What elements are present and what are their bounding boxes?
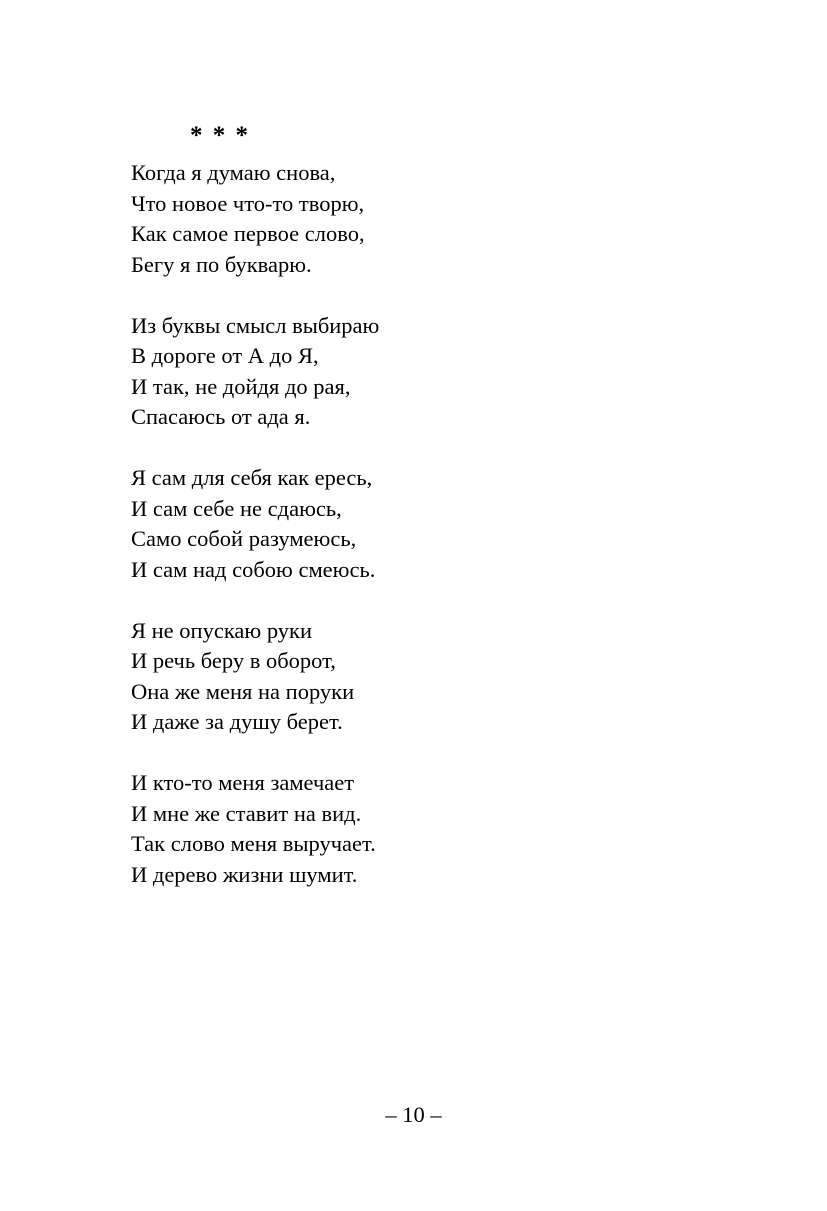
stanza	[131, 463, 731, 585]
poem-line: Из буквы смысл выбираю	[131, 312, 380, 338]
poem-line: Я не опускаю руки	[131, 617, 312, 643]
poem-line: Я сам для себя как ересь,	[131, 465, 373, 490]
poem-line: И мне же ставит на вид.	[131, 800, 362, 826]
stanza	[131, 616, 731, 738]
page-number: – 10 –	[385, 1102, 442, 1127]
poem-line: И кто-то меня замечает	[131, 770, 355, 795]
poem-line: Спасаюсь от ада я.	[131, 404, 311, 429]
stanza	[131, 768, 731, 890]
poem-line: И речь беру в оборот,	[131, 648, 336, 673]
poem-line: Как самое первое слово,	[131, 221, 365, 246]
poem-line: Бегу я по букварю.	[131, 251, 312, 277]
poem-line: И дерево жизни шумит.	[131, 861, 358, 887]
stanza	[131, 158, 731, 280]
poem-line: В дороге от А до Я,	[131, 343, 319, 368]
poem-line: И сам над собою смеюсь.	[131, 556, 376, 582]
poem-line: И сам себе не сдаюсь,	[131, 495, 342, 521]
poem-line: И даже за душу берет.	[131, 709, 343, 734]
poem-line: Так слово меня выручает.	[131, 831, 376, 856]
poem-separator: * * *	[190, 122, 250, 149]
stanza	[131, 311, 731, 433]
poem-line: Когда я думаю снова,	[131, 160, 336, 185]
poem-body	[131, 158, 731, 921]
poem-line: Что новое что-то творю,	[131, 190, 365, 216]
poem-line: Само собой разумеюсь,	[131, 526, 357, 551]
poem-line: И так, не дойдя до рая,	[131, 373, 351, 399]
poem-line: Она же меня на поруки	[131, 678, 355, 704]
